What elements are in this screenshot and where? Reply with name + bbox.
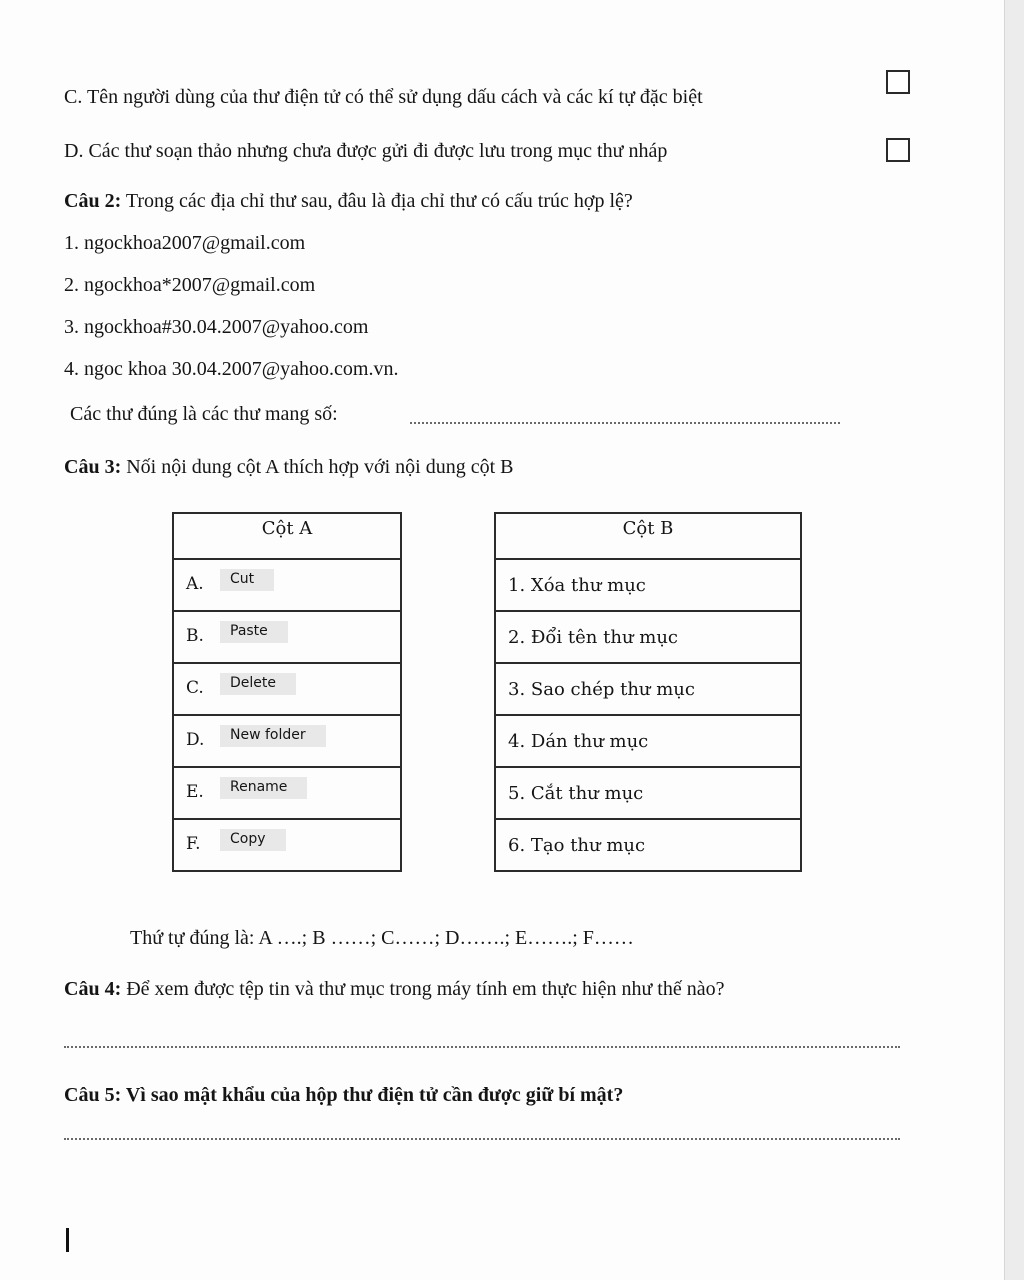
column-a-row: C. Delete <box>173 663 401 715</box>
column-a-row: E. Rename <box>173 767 401 819</box>
column-b-row: 6. Tạo thư mục <box>495 819 801 871</box>
column-b-table <box>494 512 802 872</box>
q5-answer-blank[interactable] <box>64 1138 900 1140</box>
column-a-table <box>172 512 402 872</box>
q2-label: Câu 2: <box>64 190 122 212</box>
column-a-header: Cột A <box>173 513 401 559</box>
q3-label: Câu 3: <box>64 456 122 478</box>
q1-option-c: C. Tên người dùng của thư điện tử có thể sử dụng dấu cách và các kí tự đặc biệt <box>64 86 703 108</box>
q3-order-line: Thứ tự đúng là: A ….; B ……; C……; D…….; E…….; F…… <box>130 927 634 949</box>
command-label: Paste <box>220 621 288 643</box>
q2-answer-prompt: Các thư đúng là các thư mang số: <box>70 403 338 425</box>
column-a-row: B. Paste <box>173 611 401 663</box>
command-label: Delete <box>220 673 296 695</box>
q3-question <box>64 454 514 480</box>
checkbox-option-c[interactable] <box>886 70 910 94</box>
command-label: Rename <box>220 777 307 799</box>
q2-item: 1. ngockhoa2007@gmail.com <box>64 232 306 254</box>
column-a-row: F. Copy <box>173 819 401 871</box>
column-b-row: 4. Dán thư mục <box>495 715 801 767</box>
q2-item: 2. ngockhoa*2007@gmail.com <box>64 274 316 296</box>
q2-question <box>64 188 633 214</box>
text-cursor <box>66 1228 69 1252</box>
column-a-row: A. Cut <box>173 559 401 611</box>
column-b-row: 5. Cắt thư mục <box>495 767 801 819</box>
column-b-row: 3. Sao chép thư mục <box>495 663 801 715</box>
column-b-row: 1. Xóa thư mục <box>495 559 801 611</box>
q4-question <box>64 976 724 1002</box>
command-label: Copy <box>220 829 286 851</box>
q2-item: 4. ngoc khoa 30.04.2007@yahoo.com.vn. <box>64 358 399 380</box>
scrollbar-track[interactable] <box>1004 0 1024 1280</box>
command-label: Cut <box>220 569 274 591</box>
column-b-row: 2. Đổi tên thư mục <box>495 611 801 663</box>
column-a-row: D. New folder <box>173 715 401 767</box>
column-b-header: Cột B <box>495 513 801 559</box>
q4-text: Để xem được tệp tin và thư mục trong máy tính em thực hiện như thế nào? <box>121 978 725 1000</box>
q1-option-d: D. Các thư soạn thảo nhưng chưa được gửi đi được lưu trong mục thư nháp <box>64 140 668 162</box>
command-label: New folder <box>220 725 326 747</box>
q2-text: Trong các địa chỉ thư sau, đâu là địa chỉ thư có cấu trúc hợp lệ? <box>121 190 633 212</box>
q2-answer-blank[interactable] <box>410 422 840 424</box>
q4-label: Câu 4: <box>64 978 122 1000</box>
q2-item: 3. ngockhoa#30.04.2007@yahoo.com <box>64 316 369 338</box>
q5-question: Câu 5: Vì sao mật khẩu của hộp thư điện tử cần được giữ bí mật? <box>64 1084 624 1106</box>
q4-answer-blank[interactable] <box>64 1046 900 1048</box>
q3-text: Nối nội dung cột A thích hợp với nội dung cột B <box>121 456 514 478</box>
checkbox-option-d[interactable] <box>886 138 910 162</box>
